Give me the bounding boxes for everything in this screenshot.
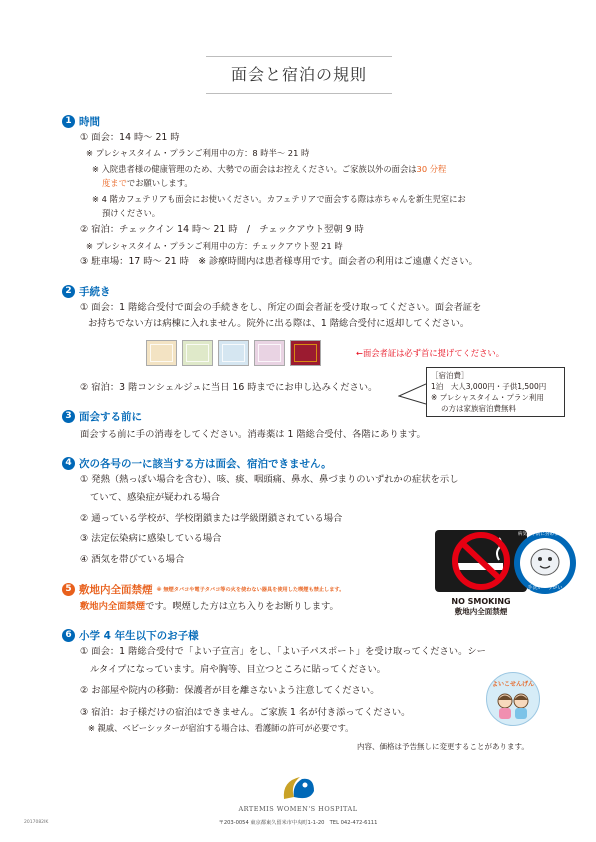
section-number-badge: 4 xyxy=(62,457,75,470)
callout-pointer xyxy=(398,383,426,405)
section-no-smoking-heading xyxy=(62,582,344,597)
restriction-alcohol: ④ 酒気を帯びている場合 xyxy=(80,554,185,565)
cafeteria-note-cont: 預けください。 xyxy=(102,208,161,218)
stay-fee-box xyxy=(426,367,565,417)
hygiene-badge-label: 手洗い・うがい xyxy=(527,585,563,591)
precious-checkout: ※ プレシャスタイム・プランご利用中の方：チェックアウト翌 21 時 xyxy=(86,241,343,251)
sitter-note: ※ 親戚、ベビーシッターが宿泊する場合は、看護師の許可が必要です。 xyxy=(88,723,354,733)
no-smoking-rule: 敷地内全面禁煙です。喫煙した方は立ち入りをお断りします。 xyxy=(80,601,339,612)
visiting-hours: ① 面会：14 時〜 21 時 xyxy=(80,132,180,143)
children-visit-cont: ルタイプになっています。肩や胸等、目立つところに貼ってください。 xyxy=(90,664,386,675)
section-title: 次の各号の一に該当する方は面会、宿泊できません。 xyxy=(79,458,332,470)
fee-title: ［宿泊費］ xyxy=(431,371,469,380)
restriction-fever-cont: ていて、感染症が疑われる場合 xyxy=(90,492,220,503)
no-smoking-label-jp: 敷地内全面禁煙 xyxy=(454,607,508,616)
no-smoking-label: NO SMOKING xyxy=(451,597,511,606)
pass-note: ←面会者証は必ず首に提げてください。 xyxy=(356,348,505,358)
precious-visiting-hours: ※ プレシャスタイム・プランご利用中の方：8 時半〜 21 時 xyxy=(86,148,310,158)
restriction-infection: ③ 法定伝染病に感染している場合 xyxy=(80,533,222,544)
hospital-logo-icon xyxy=(278,773,318,805)
visitor-pass-card xyxy=(146,340,177,366)
fee-note-cont: の方は家族宿泊費無料 xyxy=(441,404,516,413)
health-note: ※ 入院患者様の健康管理のため、大勢での面会はお控えください。ご家族以外の面会は30 分程 xyxy=(92,164,447,174)
restriction-fever: ① 発熱（熱っぽい場合を含む）、咳、痰、咽頭痛、鼻水、鼻づまりのいずれかの症状を示し xyxy=(80,474,459,485)
stay-procedure: ② 宿泊：3 階コンシェルジュに当日 16 時までにお申し込みください。 xyxy=(80,382,378,393)
children-icon xyxy=(494,691,532,721)
section-number-badge: 3 xyxy=(62,410,75,423)
disclaimer: 内容、価格は予告無しに変更することがあります。 xyxy=(357,742,529,751)
section-number-badge: 2 xyxy=(62,285,75,298)
visitor-pass-card xyxy=(290,340,321,366)
children-stay: ③ 宿泊：お子様だけの宿泊はできません。ご家族 1 名が付き添ってください。 xyxy=(80,707,411,718)
visitor-pass-card xyxy=(254,340,285,366)
no-smoking-badge xyxy=(435,530,527,618)
restriction-school-closure: ② 通っている学校が、学校閉鎖または学級閉鎖されている場合 xyxy=(80,513,343,524)
sticker-text: よいこせんげん xyxy=(491,681,534,688)
hand-sanitize: 面会する前に手の消毒をしてください。消毒薬は 1 階総合受付、各階にあります。 xyxy=(80,429,426,440)
section-restrictions-heading xyxy=(62,456,332,471)
health-note-cont: 度まででお願いします。 xyxy=(102,178,193,188)
visitor-pass-card xyxy=(182,340,213,366)
hospital-address: 〒203-0054 東京都東久留米市中央町1-1-20 TEL 042-472-6111 xyxy=(218,820,378,826)
cafeteria-note: ※ 4 階カフェテリアも面会にお使いください。カフェテリアで面会する際は赤ちゃんを新生児室にお xyxy=(92,194,466,204)
section-title: 手続き xyxy=(79,286,111,298)
section-before-visit-heading xyxy=(62,409,142,424)
section-title: 小学 4 年生以下のお子様 xyxy=(79,630,199,642)
section-title: 敷地内全面禁煙 xyxy=(79,584,153,596)
section-title: 面会する前に xyxy=(79,411,142,423)
section-number-badge: 5 xyxy=(62,583,75,596)
section-procedure-heading xyxy=(62,284,111,299)
children-movement: ② お部屋や院内の移動：保護者が目を離さないよう注意してください。 xyxy=(80,685,380,696)
document-code: 2017082IK xyxy=(24,820,49,825)
hospital-name: ARTEMIS WOMEN'S HOSPITAL xyxy=(238,805,358,813)
children-visit: ① 面会：1 階総合受付で「よい子宣言」をし、「よい子パスポート」を受け取ってください。シー xyxy=(80,646,486,657)
visitor-pass-card xyxy=(218,340,249,366)
section-time-heading xyxy=(62,114,100,129)
visit-procedure: ① 面会：1 階総合受付で面会の手続きをし、所定の面会者証を受け取ってください。面会者証を xyxy=(80,302,482,313)
page-title: 面会と宿泊の規則 xyxy=(206,56,392,94)
fee-price: 1泊 大人3,000円・子供1,500円 xyxy=(431,382,547,391)
e-cigarette-note: ※ 無煙タバコや電子タバコ等の火を使わない器具を使用した喫煙も禁止します。 xyxy=(156,587,345,593)
section-title: 時間 xyxy=(79,116,100,128)
hygiene-badge-text: 病気の予防に努めましょう xyxy=(518,532,572,537)
fee-note: ※ プレシャスタイム・プラン利用 xyxy=(431,393,544,402)
visit-procedure-cont: お持ちでない方は病棟に入れません。院外に出る際は、1 階総合受付に返却してください。 xyxy=(88,318,470,329)
section-number-badge: 1 xyxy=(62,115,75,128)
section-number-badge: 6 xyxy=(62,629,75,642)
good-kid-sticker xyxy=(486,672,540,726)
hygiene-badge xyxy=(514,532,576,594)
character-icon xyxy=(527,544,563,578)
section-children-heading xyxy=(62,628,199,643)
stay-hours: ② 宿泊：チェックイン 14 時〜 21 時 / チェックアウト翌朝 9 時 xyxy=(80,224,364,235)
parking-hours: ③ 駐車場：17 時〜 21 時 ※ 診療時間内は患者様専用です。面会者の利用はご遠慮ください。 xyxy=(80,256,478,267)
